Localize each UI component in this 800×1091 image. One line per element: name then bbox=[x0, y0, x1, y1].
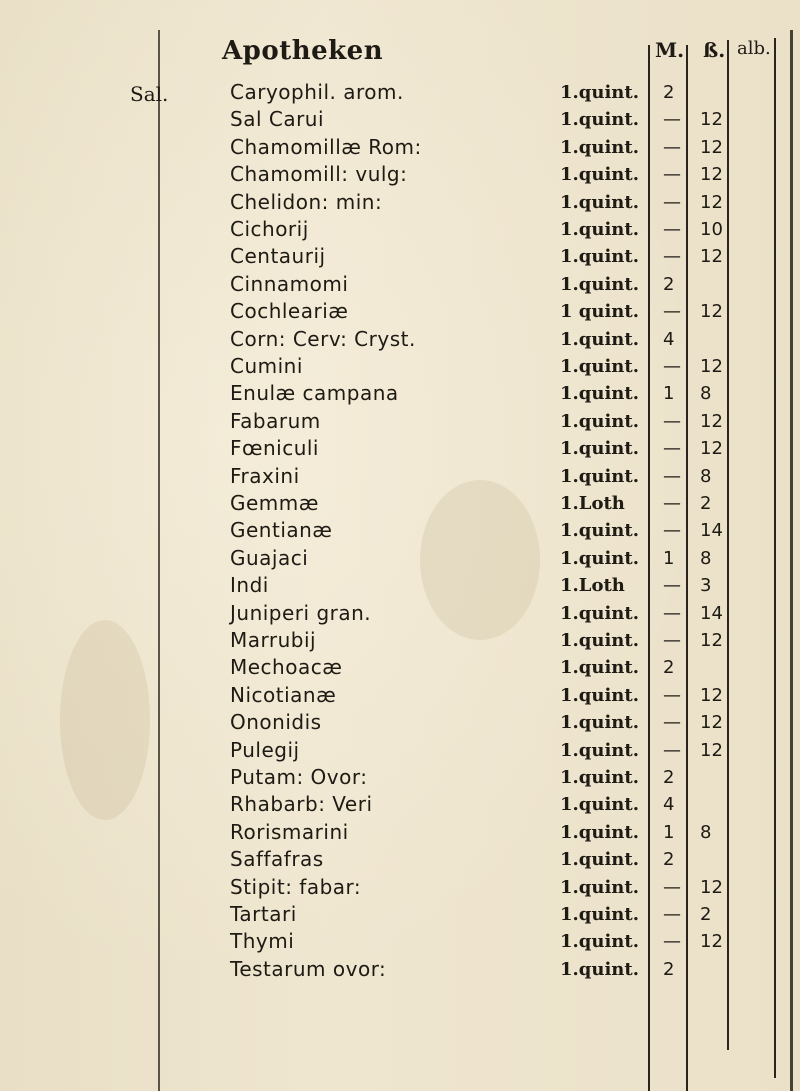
price-schilling: 14 bbox=[700, 520, 723, 542]
price-mark: 2 bbox=[663, 958, 675, 980]
price-schilling: 3 bbox=[700, 575, 712, 597]
item-name: Gentianæ bbox=[230, 518, 333, 543]
price-schilling: 8 bbox=[700, 547, 712, 569]
price-schilling: 12 bbox=[700, 712, 723, 734]
item-quantity: 1.quint. bbox=[560, 383, 639, 405]
item-quantity: 1.quint. bbox=[560, 794, 639, 816]
price-row bbox=[0, 381, 800, 408]
price-row bbox=[0, 847, 800, 874]
item-name: Rorismarini bbox=[230, 819, 349, 844]
price-schilling: 12 bbox=[700, 739, 723, 761]
price-mark: — bbox=[663, 465, 681, 487]
item-name: Nicotianæ bbox=[230, 682, 337, 707]
price-row bbox=[0, 354, 800, 381]
price-row bbox=[0, 190, 800, 217]
price-row bbox=[0, 929, 800, 956]
price-row bbox=[0, 792, 800, 819]
item-quantity: 1.quint. bbox=[560, 191, 639, 213]
price-mark: 2 bbox=[663, 82, 675, 103]
item-name: Fœniculi bbox=[230, 436, 319, 461]
price-row bbox=[0, 628, 800, 655]
price-schilling: 8 bbox=[700, 465, 712, 487]
price-schilling: 12 bbox=[700, 438, 723, 460]
item-name: Indi bbox=[230, 573, 269, 598]
price-mark: — bbox=[663, 876, 681, 898]
item-quantity: 1.quint. bbox=[560, 739, 639, 761]
price-schilling: 12 bbox=[700, 109, 723, 131]
item-quantity: 1.quint. bbox=[560, 164, 639, 186]
item-name: Thymi bbox=[230, 929, 295, 954]
item-name: Cinnamomi bbox=[230, 271, 349, 296]
item-name: Juniperi gran. bbox=[230, 600, 372, 625]
price-schilling: 12 bbox=[700, 356, 723, 377]
item-quantity: 1.quint. bbox=[560, 82, 639, 103]
price-row bbox=[0, 217, 800, 244]
price-row bbox=[0, 491, 800, 518]
item-name: Ononidis bbox=[230, 710, 322, 735]
price-row bbox=[0, 80, 800, 107]
item-name: Corn: Cerv: Cryst. bbox=[230, 326, 416, 351]
price-mark: — bbox=[663, 739, 681, 761]
item-quantity: 1.quint. bbox=[560, 273, 639, 295]
item-quantity: 1.quint. bbox=[560, 684, 639, 706]
price-schilling: 12 bbox=[700, 191, 723, 213]
price-mark: — bbox=[663, 246, 681, 268]
item-name: Rhabarb: Veri bbox=[230, 792, 373, 817]
price-row bbox=[0, 299, 800, 326]
item-name: Chelidon: min: bbox=[230, 189, 383, 214]
item-quantity: 1.quint. bbox=[560, 876, 639, 898]
price-mark: — bbox=[663, 602, 681, 624]
price-mark: — bbox=[663, 630, 681, 651]
price-row bbox=[0, 244, 800, 271]
price-mark: — bbox=[663, 191, 681, 213]
item-name: Marrubij bbox=[230, 628, 317, 652]
item-name: Tartari bbox=[230, 902, 297, 926]
price-mark: 2 bbox=[663, 273, 675, 295]
price-row bbox=[0, 409, 800, 436]
price-mark: 2 bbox=[663, 767, 675, 788]
price-row bbox=[0, 546, 800, 573]
item-quantity: 1.quint. bbox=[560, 958, 639, 980]
price-row bbox=[0, 601, 800, 628]
price-schilling: 12 bbox=[700, 410, 723, 432]
price-row bbox=[0, 518, 800, 545]
item-name: Enulæ campana bbox=[230, 381, 399, 406]
item-quantity: 1.quint. bbox=[560, 219, 639, 240]
item-quantity: 1.quint. bbox=[560, 547, 639, 569]
price-mark: — bbox=[663, 904, 681, 925]
price-mark: — bbox=[663, 438, 681, 460]
item-name: Cumini bbox=[230, 354, 303, 378]
item-quantity: 1.quint. bbox=[560, 712, 639, 734]
price-mark: — bbox=[663, 575, 681, 597]
column-header-mark: M. bbox=[655, 38, 685, 62]
price-schilling: 14 bbox=[700, 602, 723, 624]
item-quantity: 1.quint. bbox=[560, 520, 639, 542]
item-quantity: 1.quint. bbox=[560, 465, 639, 487]
price-row bbox=[0, 272, 800, 299]
price-row bbox=[0, 738, 800, 765]
price-schilling: 2 bbox=[700, 493, 712, 514]
item-quantity: 1.quint. bbox=[560, 438, 639, 460]
item-name: Stipit: fabar: bbox=[230, 874, 362, 899]
margin-note: Sal. bbox=[130, 82, 169, 106]
item-quantity: 1.quint. bbox=[560, 410, 639, 432]
item-quantity: 1.quint. bbox=[560, 931, 639, 953]
price-schilling: 12 bbox=[700, 684, 723, 706]
price-mark: — bbox=[663, 301, 681, 323]
price-mark: 1 bbox=[663, 821, 675, 843]
price-schilling: 12 bbox=[700, 301, 723, 323]
price-mark: — bbox=[663, 109, 681, 131]
item-quantity: 1.quint. bbox=[560, 602, 639, 624]
price-schilling: 12 bbox=[700, 164, 723, 186]
price-row bbox=[0, 683, 800, 710]
item-name: Centaurij bbox=[230, 244, 326, 269]
item-quantity: 1.quint. bbox=[560, 328, 639, 350]
page-header: Apotheken bbox=[222, 36, 384, 66]
item-name: Chamomillæ Rom: bbox=[230, 134, 422, 159]
price-mark: 4 bbox=[663, 794, 675, 816]
price-mark: — bbox=[663, 493, 681, 514]
price-schilling: 10 bbox=[700, 219, 723, 240]
price-schilling: 12 bbox=[700, 931, 723, 953]
item-name: Testarum ovor: bbox=[230, 956, 387, 981]
item-name: Saffafras bbox=[230, 847, 324, 872]
price-schilling: 8 bbox=[700, 821, 712, 843]
item-quantity: 1.Loth bbox=[560, 493, 625, 514]
item-name: Mechoacæ bbox=[230, 655, 343, 680]
price-schilling: 12 bbox=[700, 246, 723, 268]
price-mark: — bbox=[663, 520, 681, 542]
item-quantity: 1.quint. bbox=[560, 821, 639, 843]
price-row bbox=[0, 957, 800, 984]
price-schilling: 12 bbox=[700, 876, 723, 898]
price-mark: — bbox=[663, 356, 681, 377]
price-mark: 1 bbox=[663, 383, 675, 405]
item-quantity: 1.quint. bbox=[560, 904, 639, 925]
item-name: Fraxini bbox=[230, 463, 300, 488]
price-row bbox=[0, 107, 800, 134]
item-quantity: 1.quint. bbox=[560, 356, 639, 377]
price-schilling: 12 bbox=[700, 136, 723, 158]
item-name: Cochleariæ bbox=[230, 299, 349, 324]
price-schilling: 2 bbox=[700, 904, 712, 925]
price-row bbox=[0, 436, 800, 463]
item-name: Sal Carui bbox=[230, 107, 325, 132]
item-quantity: 1 quint. bbox=[560, 301, 639, 323]
item-quantity: 1.quint. bbox=[560, 657, 639, 679]
column-header-schilling: ß. bbox=[703, 38, 726, 62]
item-name: Putam: Ovor: bbox=[230, 765, 368, 789]
price-mark: — bbox=[663, 931, 681, 953]
price-mark: 2 bbox=[663, 657, 675, 679]
price-row bbox=[0, 875, 800, 902]
price-row bbox=[0, 573, 800, 600]
item-name: Caryophil. arom. bbox=[230, 80, 404, 104]
item-name: Fabarum bbox=[230, 408, 321, 433]
item-name: Cichorij bbox=[230, 217, 309, 241]
column-header-alb: alb. bbox=[737, 38, 771, 59]
price-mark: — bbox=[663, 410, 681, 432]
price-mark: — bbox=[663, 712, 681, 734]
price-schilling: 8 bbox=[700, 383, 712, 405]
item-quantity: 1.quint. bbox=[560, 246, 639, 268]
price-row bbox=[0, 135, 800, 162]
price-row bbox=[0, 464, 800, 491]
price-mark: — bbox=[663, 219, 681, 240]
item-name: Guajaci bbox=[230, 545, 309, 570]
price-row bbox=[0, 655, 800, 682]
item-quantity: 1.quint. bbox=[560, 109, 639, 131]
price-mark: — bbox=[663, 684, 681, 706]
item-name: Chamomill: vulg: bbox=[230, 162, 408, 187]
price-mark: 4 bbox=[663, 328, 675, 350]
price-schilling: 12 bbox=[700, 630, 723, 651]
item-quantity: 1.Loth bbox=[560, 575, 625, 597]
price-row bbox=[0, 820, 800, 847]
price-row bbox=[0, 765, 800, 792]
item-name: Gemmæ bbox=[230, 491, 319, 515]
item-name: Pulegij bbox=[230, 737, 300, 762]
item-quantity: 1.quint. bbox=[560, 767, 639, 788]
price-row bbox=[0, 902, 800, 929]
price-mark: 1 bbox=[663, 547, 675, 569]
price-row bbox=[0, 162, 800, 189]
price-mark: — bbox=[663, 136, 681, 158]
price-mark: 2 bbox=[663, 849, 675, 871]
price-mark: — bbox=[663, 164, 681, 186]
price-row bbox=[0, 327, 800, 354]
item-quantity: 1.quint. bbox=[560, 630, 639, 651]
item-quantity: 1.quint. bbox=[560, 849, 639, 871]
price-row bbox=[0, 710, 800, 737]
item-quantity: 1.quint. bbox=[560, 136, 639, 158]
